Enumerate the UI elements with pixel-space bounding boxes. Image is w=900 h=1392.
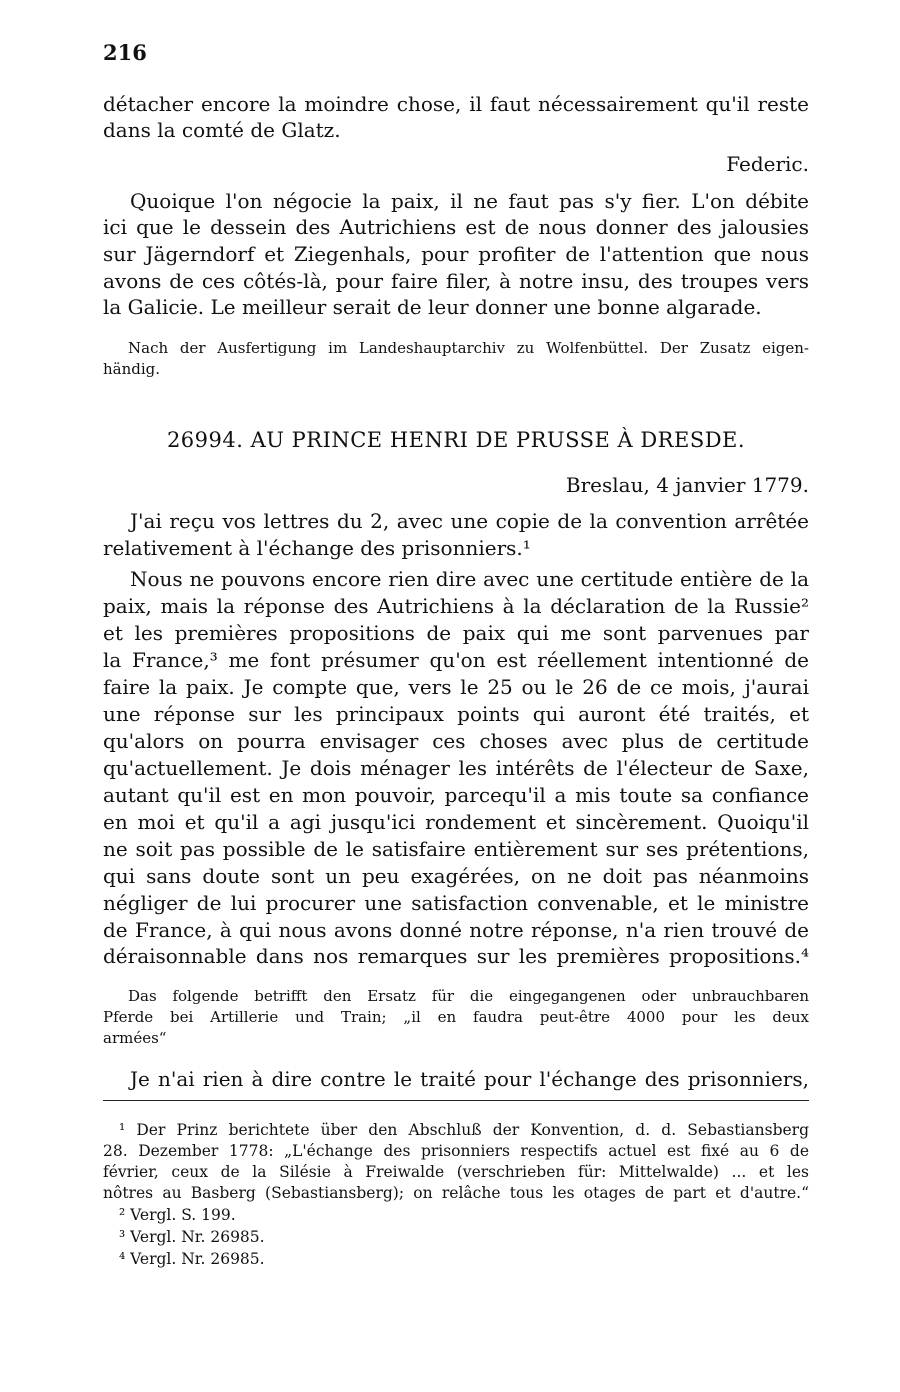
text-line: Nous ne pouvons encore rien dire avec une certitude entière de la (130, 567, 809, 591)
footnote-line: ³ Vergl. Nr. 26985. (119, 1228, 265, 1246)
text-line: Quoique l'on négocie la paix, il ne faut pas s'y fier. L'on débite (130, 189, 809, 213)
text-line: la France,³ me font présumer qu'on est réellement intentionné de (103, 648, 809, 672)
text-line: paix, mais la réponse des Autrichiens à la déclaration de la Russie² (103, 594, 809, 618)
text-line: J'ai reçu vos lettres du 2, avec une copie de la convention arrêtée (130, 509, 809, 533)
text-line: la Galicie. Le meilleur serait de leur donner une bonne algarade. (103, 295, 762, 319)
text-line: qu'alors on pourra envisager ces choses avec plus de certitude (103, 729, 809, 753)
source-note-line: händig. (103, 360, 161, 378)
text-line: détacher encore la moindre chose, il faut nécessairement qu'il reste (103, 92, 809, 116)
text-line: qu'actuellement. Je dois ménager les intérêts de l'électeur de Saxe, (103, 756, 809, 780)
footnote-line: ⁴ Vergl. Nr. 26985. (119, 1250, 265, 1268)
text-line: en moi et qu'il a agi jusqu'ici rondement et sincèrement. Quoiqu'il (103, 810, 809, 834)
letter-heading: 26994. AU PRINCE HENRI DE PRUSSE À DRESDE. (166, 428, 746, 452)
text-line: autant qu'il est en mon pouvoir, parcequ'il a mis toute sa confiance (103, 783, 809, 807)
text-line: ici que le dessein des Autrichiens est de nous donner des jalousies (103, 215, 809, 239)
footnote-line: ¹ Der Prinz berichtete über den Abschluß der Konvention, d. d. Sebastiansberg (119, 1121, 809, 1139)
editor-note-line: Das folgende betrifft den Ersatz für die eingegangenen oder unbrauchbaren (128, 987, 809, 1005)
text-line: ne soit pas possible de le satisfaire entièrement sur ses prétentions, (103, 837, 809, 861)
text-line: dans la comté de Glatz. (103, 118, 341, 142)
text-line: sur Jägerndorf et Ziegenhals, pour profiter de l'attention que nous (103, 242, 809, 266)
text-line: une réponse sur les principaux points qui auront été traités, et (103, 702, 809, 726)
text-line: qui sans doute sont un peu exagérées, on ne doit pas néanmoins (103, 864, 809, 888)
footnote-rule (103, 1100, 809, 1101)
text-line: Je n'ai rien à dire contre le traité pour l'échange des prisonniers, (130, 1067, 809, 1091)
page-number: 216 (103, 40, 147, 65)
text-line: avons de ces côtés-là, pour faire filer, à notre insu, des troupes vers (103, 269, 809, 293)
source-note-line: Nach der Ausfertigung im Landeshauptarchiv zu Wolfenbüttel. Der Zusatz eigen- (128, 339, 809, 357)
footnote-line: 28. Dezember 1778: „L'échange des prisonniers respectifs actuel est fixé au 6 de (103, 1142, 809, 1160)
signature: Federic. (726, 152, 809, 176)
text-line: négliger de lui procurer une satisfaction convenable, et le ministre (103, 891, 809, 915)
editor-note-line: Pferde bei Artillerie und Train; „il en faudra peut-être 4000 pour les deux (103, 1008, 809, 1026)
text-line: et les premières propositions de paix qui me sont parvenues par (103, 621, 809, 645)
text-line: relativement à l'échange des prisonniers.¹ (103, 536, 531, 560)
text-line: de France, à qui nous avons donné notre réponse, n'a rien trouvé de (103, 918, 809, 942)
text-line: faire la paix. Je compte que, vers le 25 ou le 26 de ce mois, j'aurai (103, 675, 809, 699)
footnote-line: ² Vergl. S. 199. (119, 1206, 236, 1224)
footnote-line: février, ceux de la Silésie à Freiwalde (verschrieben für: Mittelwalde) ... et les (103, 1163, 809, 1181)
dateline: Breslau, 4 janvier 1779. (565, 473, 809, 497)
editor-note-line: armées“ (103, 1029, 167, 1047)
text-line: déraisonnable dans nos remarques sur les premières propositions.⁴ (103, 944, 809, 968)
footnote-line: nôtres au Basberg (Sebastiansberg); on relâche tous les otages de part et d'autre.“ (103, 1184, 809, 1202)
